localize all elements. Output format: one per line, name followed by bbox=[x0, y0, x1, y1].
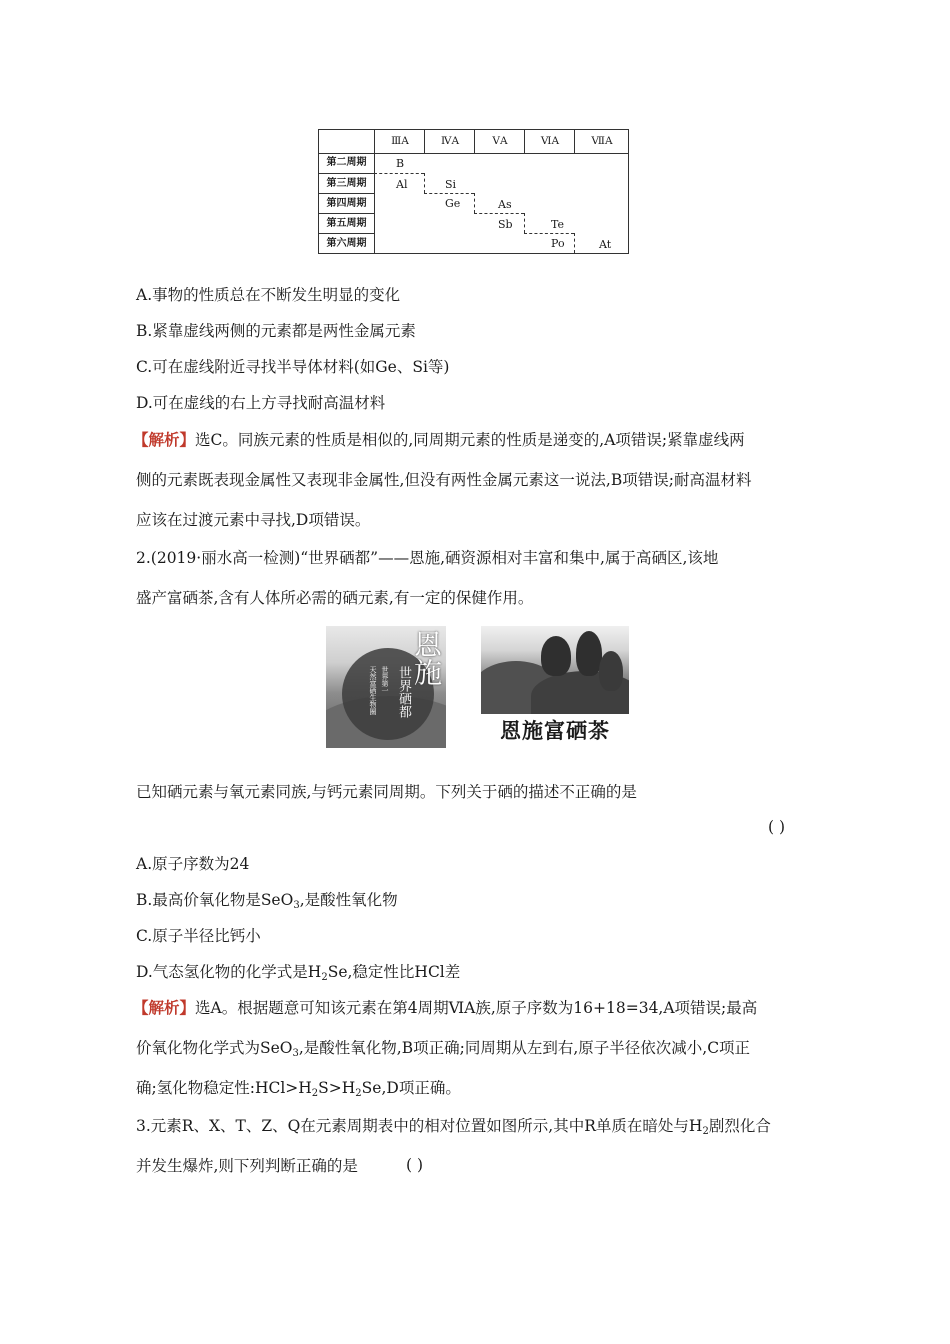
group-header: ⅣA bbox=[424, 130, 475, 153]
analysis-tag: 【解析】 bbox=[133, 430, 196, 449]
dashed-boundary bbox=[424, 173, 425, 193]
q2-option-a: A.原子序数为24 bbox=[136, 855, 250, 873]
dashed-boundary bbox=[424, 193, 474, 194]
answer-parentheses: ( ) bbox=[406, 1156, 424, 1174]
q1-analysis-line: 【解析】选C。同族元素的性质是相似的,同周期元素的性质是递变的,A项错误;紧靠虚线两 bbox=[133, 430, 745, 449]
element-symbol: Sb bbox=[498, 218, 513, 231]
element-symbol: As bbox=[498, 198, 512, 211]
element-symbol: Po bbox=[551, 237, 565, 250]
q2-analysis-line: 确;氢化物稳定性$:HCl>H_2S>H_2Se,D$项正确。 bbox=[136, 1079, 461, 1099]
element-symbol: Te bbox=[551, 218, 564, 231]
q2-option-b: B.最高价氧化物是SeO$_3$,是酸性氧化物 bbox=[136, 891, 398, 911]
dashed-boundary bbox=[374, 173, 424, 174]
analysis-tag: 【解析】 bbox=[133, 998, 196, 1017]
group-header: ⅦA bbox=[574, 130, 629, 153]
tree-shape bbox=[599, 651, 623, 691]
element-symbol: At bbox=[599, 238, 612, 251]
dashed-boundary bbox=[524, 213, 525, 233]
element-symbol: Si bbox=[445, 178, 457, 191]
q1-option-a: A.事物的性质总在不断发生明显的变化 bbox=[136, 286, 401, 304]
answer-parentheses: ( ) bbox=[768, 818, 786, 836]
q2-option-d: D.气态氢化物的化学式是$H_2Se$,稳定性比HCl差 bbox=[136, 963, 461, 983]
period-label: 第四周期 bbox=[319, 193, 375, 214]
dashed-boundary bbox=[474, 193, 475, 213]
q2-analysis-line: 价氧化物化学式为SeO$_3$,是酸性氧化物,B项正确;同周期从左到右,原子半径依次减小,C项正 bbox=[136, 1039, 751, 1059]
enshi-world-selenium-capital-photo bbox=[326, 626, 446, 748]
dashed-boundary bbox=[574, 233, 575, 253]
q3-stem-line: 3.元素R、X、T、Z、Q在元素周期表中的相对位置如图所示,其中R单质在暗处与$H_2$剧烈化合 bbox=[136, 1117, 771, 1137]
dashed-boundary bbox=[474, 213, 524, 214]
q3-stem-line: 并发生爆炸,则下列判断正确的是 bbox=[136, 1157, 358, 1175]
enshi-selenium-tea-photo bbox=[481, 626, 629, 748]
element-symbol: B bbox=[396, 157, 405, 170]
q1-option-c: C.可在虚线附近寻找半导体材料(如Ge、Si等) bbox=[136, 358, 450, 376]
q2-option-c: C.原子半径比钙小 bbox=[136, 927, 261, 945]
enshi-title: 恩施 bbox=[410, 630, 443, 686]
table-header-row bbox=[319, 130, 628, 154]
element-symbol: Ge bbox=[445, 197, 461, 210]
q1-analysis-line: 应该在过渡元素中寻找,D项错误。 bbox=[136, 511, 371, 529]
period-label: 第五周期 bbox=[319, 213, 375, 234]
natural-selenium-text: 天然富硒生物圈 bbox=[369, 666, 377, 715]
q1-option-b: B.紧靠虚线两侧的元素都是两性金属元素 bbox=[136, 322, 416, 340]
dashed-boundary bbox=[524, 233, 574, 234]
period-label: 第六周期 bbox=[319, 233, 375, 254]
q2-stem-line: 2.(2019·丽水高一检测)“世界硒都”——恩施,硒资源相对丰富和集中,属于高硒区,该地 bbox=[136, 549, 719, 567]
tea-caption: 恩施富硒茶 bbox=[481, 714, 629, 748]
group-header: ⅤA bbox=[474, 130, 525, 153]
q2-analysis-line: 【解析】选A。根据题意可知该元素在第4周期ⅥA族,原子序数为16+18=34,A项错误;最高 bbox=[133, 998, 758, 1017]
element-symbol: Al bbox=[396, 178, 408, 191]
world-selenium-capital-text: 世界硒都 bbox=[396, 666, 411, 718]
period-label: 第三周期 bbox=[319, 173, 375, 194]
world-first-text: 世界第一 bbox=[381, 666, 389, 694]
tree-shape bbox=[541, 636, 571, 676]
periodic-table-figure bbox=[318, 129, 629, 254]
q2-stem-line: 盛产富硒茶,含有人体所必需的硒元素,有一定的保健作用。 bbox=[136, 589, 534, 607]
q2-question-line: 已知硒元素与氧元素同族,与钙元素同周期。下列关于硒的描述不正确的是 bbox=[136, 783, 637, 801]
q1-option-d: D.可在虚线的右上方寻找耐高温材料 bbox=[136, 394, 386, 412]
q1-analysis-line: 侧的元素既表现金属性又表现非金属性,但没有两性金属元素这一说法,B项错误;耐高温材料 bbox=[136, 471, 752, 489]
group-header: ⅥA bbox=[524, 130, 575, 153]
period-label: 第二周期 bbox=[319, 153, 375, 173]
group-header: ⅢA bbox=[374, 130, 425, 153]
